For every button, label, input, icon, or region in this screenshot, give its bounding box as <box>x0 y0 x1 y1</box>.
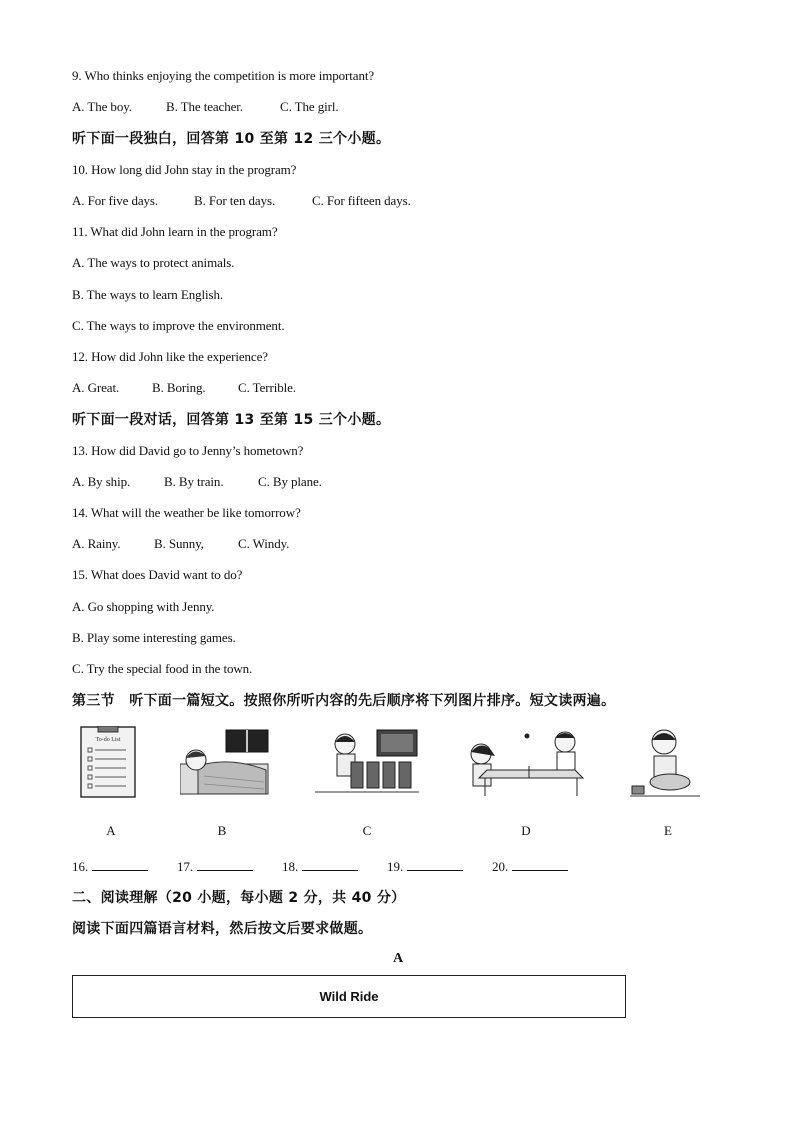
picture-d-table-tennis <box>465 726 587 800</box>
picture-a-todo-list <box>80 726 136 800</box>
answer-line[interactable] <box>512 858 568 871</box>
question-13-options <box>72 474 322 490</box>
picture-label-a: A <box>106 823 116 838</box>
dialogue-heading: 听下面一段对话，回答第 13 至第 15 三个小题。 <box>72 412 391 428</box>
question-11: 11. What did John learn in the program? <box>72 224 278 239</box>
question-13: 13. How did David go to Jenny’s hometown? <box>72 443 304 458</box>
monologue-heading: 听下面一段独白，回答第 10 至第 12 三个小题。 <box>72 131 391 147</box>
answer-line[interactable] <box>197 858 253 871</box>
part2-instruction: 阅读下面四篇语言材料，然后按文后要求做题。 <box>72 921 373 937</box>
picture-label-e: E <box>664 823 672 838</box>
passage-title: Wild Ride <box>319 989 379 1004</box>
blank-number: 18. <box>282 859 299 874</box>
question-11-option-b: B. The ways to learn English. <box>72 287 224 302</box>
question-15-option-c: C. Try the special food in the town. <box>72 661 253 676</box>
blank-16[interactable] <box>72 858 148 875</box>
question-14: 14. What will the weather be like tomorrow? <box>72 505 301 520</box>
question-9: 9. Who thinks enjoying the competition is more important? <box>72 68 375 83</box>
blank-19[interactable] <box>387 858 463 875</box>
picture-b-sleeping <box>180 726 270 800</box>
part2-heading: 二、阅读理解（20 小题，每小题 2 分，共 40 分） <box>72 890 406 906</box>
option-b: B. For ten days. <box>194 193 276 208</box>
option-b: B. The teacher. <box>166 99 243 114</box>
option-c: C. Windy. <box>238 536 290 551</box>
option-c: C. For fifteen days. <box>312 193 411 208</box>
blank-20[interactable] <box>492 858 568 875</box>
question-10-options <box>72 193 411 209</box>
question-12: 12. How did John like the experience? <box>72 349 268 364</box>
picture-label-c: C <box>362 823 372 838</box>
question-11-option-a: A. The ways to protect animals. <box>72 255 235 270</box>
question-11-option-c: C. The ways to improve the environment. <box>72 318 285 333</box>
question-15-option-a: A. Go shopping with Jenny. <box>72 599 215 614</box>
question-10: 10. How long did John stay in the program? <box>72 162 297 177</box>
option-c: C. By plane. <box>258 474 322 489</box>
answer-line[interactable] <box>302 858 358 871</box>
question-12-options <box>72 380 296 396</box>
question-15-option-b: B. Play some interesting games. <box>72 630 236 645</box>
option-b: B. Boring. <box>152 380 206 395</box>
blank-number: 20. <box>492 859 509 874</box>
option-a: A. For five days. <box>72 193 159 208</box>
section3-heading: 第三节 听下面一篇短文。按照你所听内容的先后顺序将下列图片排序。短文读两遍。 <box>72 693 616 709</box>
option-b: B. Sunny, <box>154 536 204 551</box>
answer-line[interactable] <box>92 858 148 871</box>
picture-c-watching <box>315 726 419 800</box>
blank-number: 19. <box>387 859 404 874</box>
picture-label-b: B <box>217 823 227 838</box>
passage-letter: A <box>392 951 404 966</box>
blank-17[interactable] <box>177 858 253 875</box>
question-9-options <box>72 99 339 115</box>
answer-line[interactable] <box>407 858 463 871</box>
picture-e-washing <box>630 726 700 800</box>
option-c: C. Terrible. <box>238 380 296 395</box>
question-15: 15. What does David want to do? <box>72 567 243 582</box>
option-a: A. Great. <box>72 380 120 395</box>
option-a: A. The boy. <box>72 99 132 114</box>
option-a: A. By ship. <box>72 474 131 489</box>
blank-number: 16. <box>72 859 89 874</box>
passage-title-box <box>72 975 626 1018</box>
picture-label-d: D <box>521 823 531 838</box>
todo-list-text: To-do List <box>95 737 121 743</box>
option-b: B. By train. <box>164 474 224 489</box>
option-a: A. Rainy. <box>72 536 121 551</box>
blank-number: 17. <box>177 859 194 874</box>
question-14-options <box>72 536 289 552</box>
blank-18[interactable] <box>282 858 358 875</box>
option-c: C. The girl. <box>280 99 339 114</box>
